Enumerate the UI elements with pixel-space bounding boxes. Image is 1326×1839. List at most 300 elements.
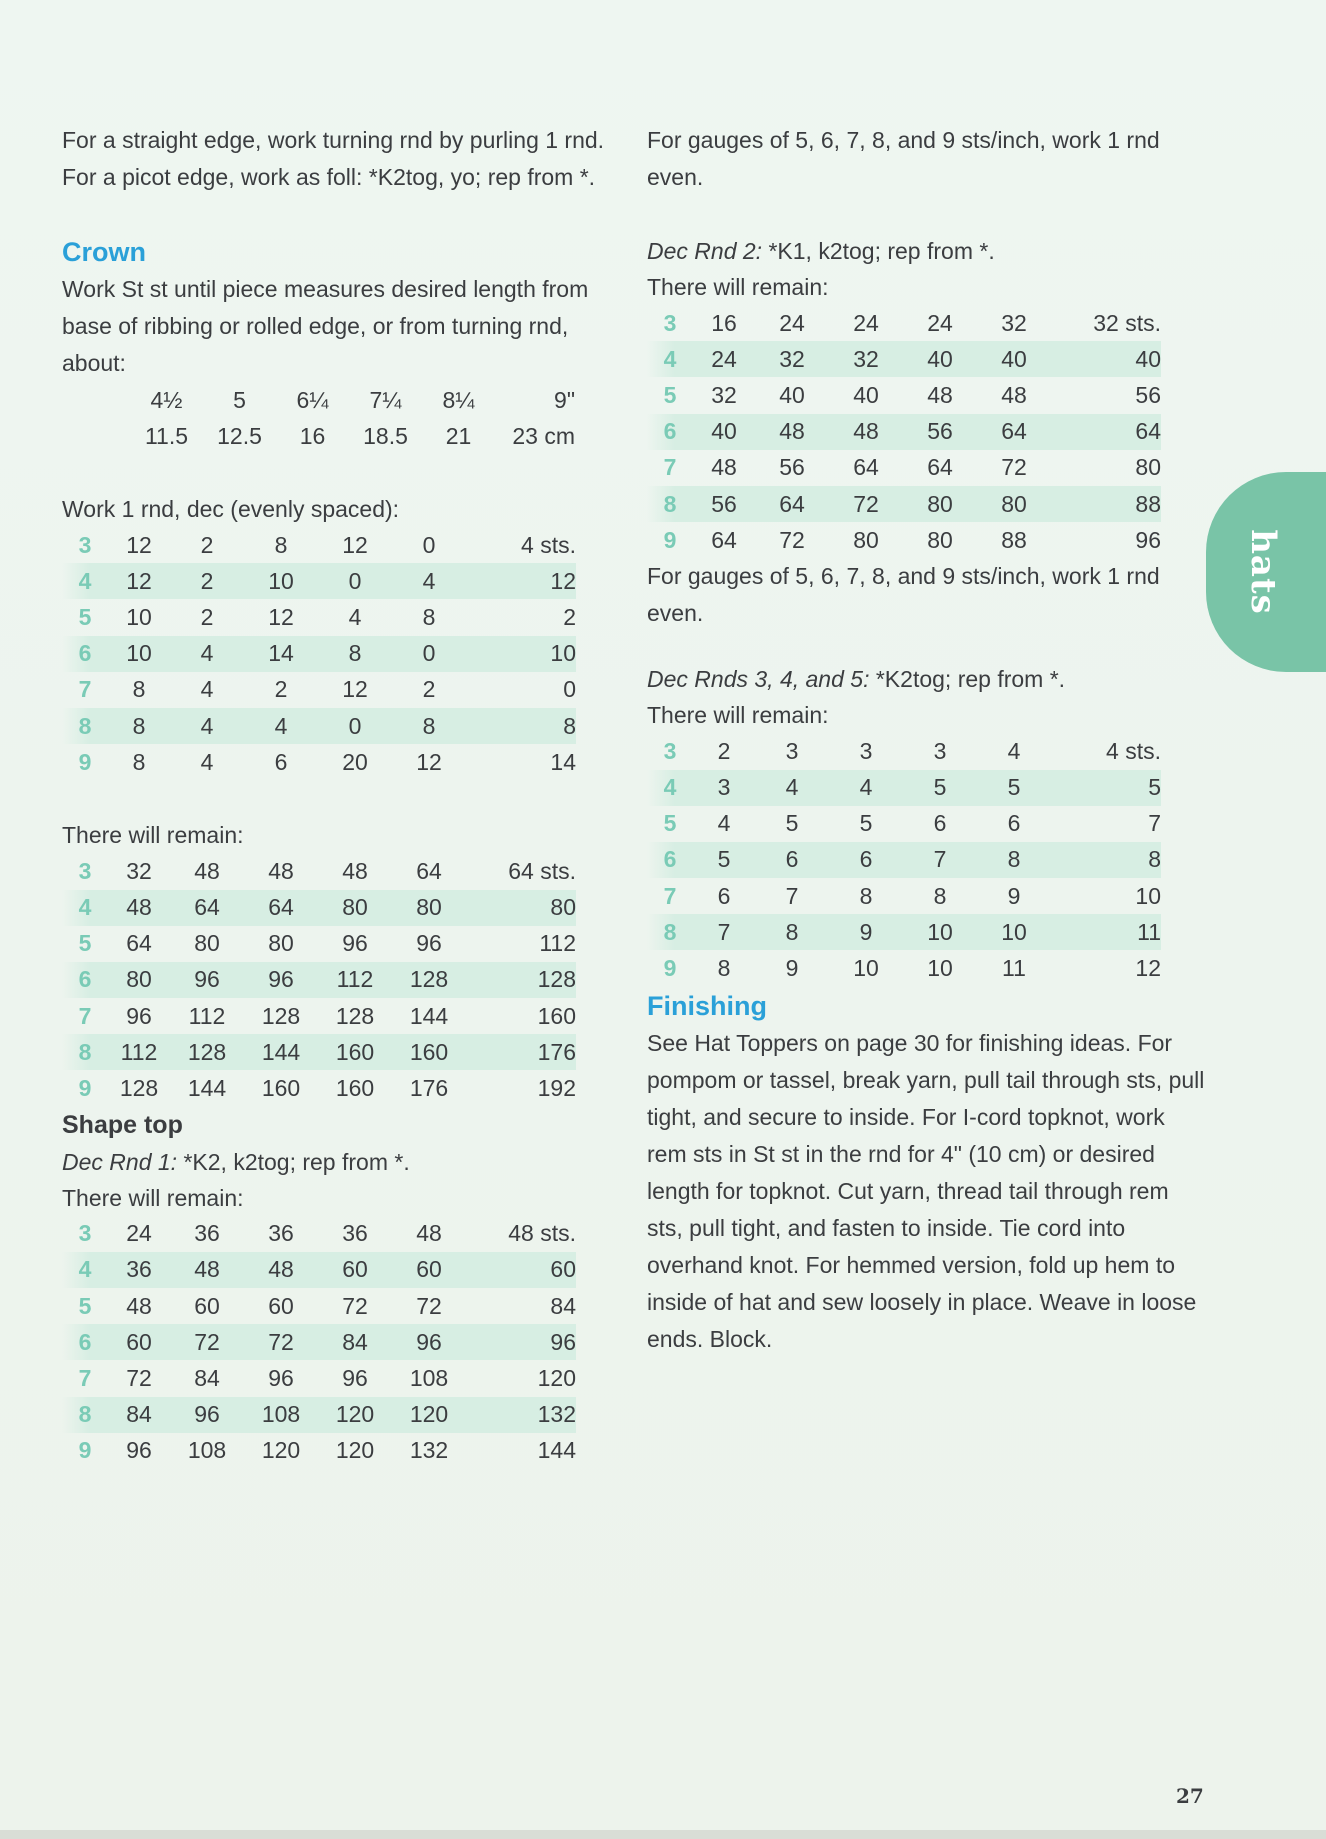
value-cell: 56 [1135,381,1161,408]
table-row [62,744,576,780]
value-cell: 7 [1148,810,1161,837]
size-cell: 21 [445,422,472,449]
gauge-cell: 7 [663,454,677,481]
value-cell: 80 [318,890,392,926]
value-cell: 64 [977,414,1051,450]
dec-rnds-345-label: Dec Rnds 3, 4, and 5: [647,666,870,693]
value-cell: 72 [779,526,805,553]
intro-paragraph: For a straight edge, work turning rnd by purling 1 rnd. For a picot edge, work as foll: *K2tog, yo; rep from *. [62,127,605,190]
value-cell: 5 [977,770,1051,806]
table-row [62,1397,576,1433]
value-cell: 64 [1051,414,1161,450]
value-cell: 8 [859,882,873,909]
value-cell: 96 [342,930,368,957]
value-cell: 32 [829,341,903,377]
value-cell: 0 [318,708,392,744]
value-cell: 120 [318,1397,392,1433]
size-cell: 12.5 [217,422,262,449]
dec-rnds-345-text: *K2tog; rep from *. [869,666,1066,693]
gauge-cell: 3 [663,737,677,764]
value-cell: 7 [693,914,755,950]
table-row [647,414,1161,450]
value-cell: 5 [693,842,755,878]
value-cell: 60 [392,1252,466,1288]
value-cell: 48 [126,1292,152,1319]
gauge-cell: 9 [78,1437,92,1464]
left-column [62,122,612,1469]
crown-paragraph: Work St st until piece measures desired length from base of ribbing or rolled edge, or from turning rnd, about: [62,276,589,376]
gauge-cell: 6 [62,636,108,672]
size-table [130,382,575,454]
value-cell: 12 [342,531,368,558]
dec-table [62,527,576,780]
value-cell: 2 [200,531,214,558]
value-cell: 48 [170,1252,244,1288]
table-row [647,341,1161,377]
value-cell: 9 [829,914,903,950]
value-cell: 10 [927,955,953,982]
value-cell: 72 [126,1364,152,1391]
value-cell: 12 [268,603,294,630]
dec-rnd-1-label: Dec Rnd 1: [62,1148,178,1175]
table-row [62,636,576,672]
value-cell: 4 [170,636,244,672]
value-cell: 56 [693,486,755,522]
table-row [647,806,1161,842]
gauge-cell: 4 [62,890,108,926]
value-cell: 12 [416,748,442,775]
table-row [62,1324,576,1360]
value-cell: 72 [170,1324,244,1360]
value-cell: 24 [126,1220,152,1247]
value-cell: 144 [409,1002,449,1029]
value-cell: 6 [1007,810,1021,837]
value-cell: 4 [829,770,903,806]
value-cell: 40 [853,381,879,408]
value-cell: 3 [785,737,799,764]
table-row [647,450,1161,486]
value-cell: 6 [829,842,903,878]
gauge-cell: 5 [663,810,677,837]
value-cell: 64 sts. [508,857,576,884]
value-cell: 72 [342,1292,368,1319]
value-cell: 64 [711,526,737,553]
gauge-cell: 9 [663,955,677,982]
value-cell: 10 [126,603,152,630]
value-cell: 4 [200,676,214,703]
value-cell: 4 [717,810,731,837]
value-cell: 7 [903,842,977,878]
size-cell: 16 [299,422,326,449]
value-cell: 88 [1051,486,1161,522]
value-cell: 0 [318,563,392,599]
value-cell: 64 [126,930,152,957]
value-cell: 36 [108,1252,170,1288]
value-cell: 40 [779,381,805,408]
value-cell: 32 sts. [1093,309,1161,336]
value-cell: 8 [1051,842,1161,878]
value-cell: 2 [563,603,576,630]
table-row [62,599,576,635]
section-tab-label: hats [1242,529,1283,615]
gauge-cell: 4 [62,563,108,599]
value-cell: 8 [422,603,436,630]
value-cell: 96 [244,962,318,998]
value-cell: 20 [342,748,368,775]
size-cell: 11.5 [144,422,189,449]
size-row-inches [130,382,575,418]
value-cell: 128 [466,962,576,998]
gauge-cell: 7 [78,676,92,703]
value-cell: 120 [261,1437,301,1464]
gauge-cell: 8 [62,1034,108,1070]
value-cell: 112 [318,962,392,998]
value-cell: 40 [977,341,1051,377]
value-cell: 48 [927,381,953,408]
gauge-note-1: For gauges of 5, 6, 7, 8, and 9 sts/inch, work 1 rnd even. [647,127,1160,190]
gauge-cell: 6 [62,1324,108,1360]
value-cell: 144 [187,1075,227,1102]
value-cell: 11 [1051,914,1161,950]
value-cell: 6 [274,748,288,775]
value-cell: 96 [466,1324,576,1360]
gauge-cell: 7 [78,1364,92,1391]
gauge-cell: 6 [647,842,693,878]
value-cell: 10 [903,914,977,950]
value-cell: 7 [785,882,799,909]
gauge-cell: 3 [663,309,677,336]
table-row [647,305,1161,341]
gauge-cell: 3 [78,531,92,558]
value-cell: 84 [108,1397,170,1433]
value-cell: 56 [779,454,805,481]
value-cell: 0 [422,531,436,558]
gauge-cell: 8 [62,708,108,744]
table-row [62,563,576,599]
size-cell: 9" [554,386,575,413]
value-cell: 84 [194,1364,220,1391]
table-row [62,890,576,926]
value-cell: 64 [416,857,442,884]
value-cell: 8 [132,748,146,775]
value-cell: 8 [108,708,170,744]
value-cell: 40 [903,341,977,377]
value-cell: 5 [785,810,799,837]
value-cell: 96 [268,1364,294,1391]
value-cell: 108 [244,1397,318,1433]
value-cell: 160 [261,1075,301,1102]
value-cell: 0 [392,636,466,672]
value-cell: 80 [977,486,1051,522]
table-row [647,950,1161,986]
value-cell: 96 [170,1397,244,1433]
value-cell: 40 [1051,341,1161,377]
value-cell: 128 [170,1034,244,1070]
value-cell: 14 [244,636,318,672]
shape-top-heading: Shape top [62,1110,183,1139]
value-cell: 48 [244,1252,318,1288]
value-cell: 32 [711,381,737,408]
dec-rnd-2-line [647,233,1207,269]
value-cell: 24 [927,309,953,336]
value-cell: 36 [194,1220,220,1247]
value-cell: 6 [717,882,731,909]
value-cell: 8 [933,882,947,909]
dec-rnd-1-text: *K2, k2tog; rep from *. [177,1148,410,1175]
table-row [647,842,1161,878]
value-cell: 32 [755,341,829,377]
table-row [647,878,1161,914]
value-cell: 80 [194,930,220,957]
gauge-cell: 5 [663,381,677,408]
value-cell: 3 [859,737,873,764]
size-cell: 18.5 [363,422,408,449]
value-cell: 4 [755,770,829,806]
value-cell: 6 [755,842,829,878]
remain-table-dec345 [647,733,1161,986]
remain-label: There will remain: [647,274,829,300]
value-cell: 12 [108,563,170,599]
value-cell: 80 [268,930,294,957]
value-cell: 48 sts. [508,1220,576,1247]
value-cell: 48 [268,857,294,884]
value-cell: 48 [342,857,368,884]
remain-label: There will remain: [62,1184,244,1211]
value-cell: 64 [755,486,829,522]
table-row [647,914,1161,950]
value-cell: 4 sts. [1106,737,1161,764]
size-cell: 6¼ [296,386,329,413]
value-cell: 56 [903,414,977,450]
gauge-cell: 9 [663,526,677,553]
value-cell: 4 [200,748,214,775]
value-cell: 84 [318,1324,392,1360]
remain-table-crown [62,853,576,1106]
gauge-cell: 6 [62,962,108,998]
value-cell: 48 [829,414,903,450]
gauge-cell: 4 [62,1252,108,1288]
value-cell: 176 [409,1075,449,1102]
size-row-cm [130,418,575,454]
value-cell: 6 [933,810,947,837]
table-row [62,853,576,889]
value-cell: 80 [1135,454,1161,481]
value-cell: 8 [466,708,576,744]
value-cell: 72 [1001,454,1027,481]
value-cell: 120 [537,1364,576,1391]
value-cell: 80 [853,526,879,553]
finishing-paragraph: See Hat Toppers on page 30 for finishing ideas. For pompom or tassel, break yarn, pull tail through sts, pull tight, and secure to inside. For I-cord topknot, work rem sts in St st in the rnd for 4" (10 cm) or desired length for topknot. Cut yarn, thread tail through rem sts, pull tight, and fasten to inside. Tie cord into overhand knot. For hemmed version, fold up hem to inside of hat and sew loosely in place. Weave in loose ends. Block. [647,1029,1205,1352]
value-cell: 84 [550,1292,576,1319]
value-cell: 132 [409,1437,449,1464]
dec-rnds-345-line [647,661,1207,697]
table-row [62,1360,576,1396]
dec-rnd-2-label: Dec Rnd 2: [647,238,763,264]
value-cell: 192 [537,1075,576,1102]
value-cell: 12 [126,531,152,558]
gauge-cell: 8 [62,1397,108,1433]
value-cell: 96 [126,1437,152,1464]
right-column [647,122,1207,1358]
value-cell: 176 [466,1034,576,1070]
value-cell: 96 [416,930,442,957]
table-row [62,998,576,1034]
gauge-cell: 5 [78,1292,92,1319]
table-row [647,522,1161,558]
value-cell: 4 [348,603,362,630]
value-cell: 8 [132,676,146,703]
value-cell: 48 [194,857,220,884]
table-row [62,1288,576,1324]
value-cell: 108 [187,1437,227,1464]
value-cell: 10 [977,914,1051,950]
size-cell: 8¼ [442,386,475,413]
dec-label: Work 1 rnd, dec (evenly spaced): [62,496,400,522]
finishing-heading: Finishing [647,990,767,1021]
table-row [647,770,1161,806]
value-cell: 60 [108,1324,170,1360]
value-cell: 11 [1002,955,1026,982]
value-cell: 8 [274,531,288,558]
value-cell: 10 [108,636,170,672]
value-cell: 144 [244,1034,318,1070]
value-cell: 4 sts. [521,531,576,558]
value-cell: 96 [392,1324,466,1360]
value-cell: 8 [755,914,829,950]
value-cell: 12 [342,676,368,703]
value-cell: 2 [200,603,214,630]
value-cell: 40 [693,414,755,450]
value-cell: 24 [853,309,879,336]
gauge-cell: 3 [78,1220,92,1247]
value-cell: 24 [693,341,755,377]
value-cell: 48 [1001,381,1027,408]
table-row [62,708,576,744]
gauge-cell: 3 [78,857,92,884]
value-cell: 10 [466,636,576,672]
value-cell: 72 [416,1292,442,1319]
value-cell: 36 [342,1220,368,1247]
value-cell: 12 [1135,955,1161,982]
value-cell: 96 [342,1364,368,1391]
table-row [62,1216,576,1252]
value-cell: 5 [903,770,977,806]
value-cell: 9 [1007,882,1021,909]
table-row [62,1252,576,1288]
gauge-cell: 7 [78,1002,92,1029]
value-cell: 3 [933,737,947,764]
value-cell: 2 [274,676,288,703]
remain-label: There will remain: [647,702,829,729]
value-cell: 60 [466,1252,576,1288]
size-cell: 7¼ [369,386,402,413]
value-cell: 8 [977,842,1051,878]
dec-rnd-2-text: *K1, k2tog; rep from *. [762,238,995,264]
gauge-cell: 4 [647,770,693,806]
value-cell: 80 [392,890,466,926]
gauge-cell: 9 [78,748,92,775]
value-cell: 48 [108,890,170,926]
value-cell: 10 [244,563,318,599]
value-cell: 8 [717,955,731,982]
value-cell: 60 [268,1292,294,1319]
value-cell: 80 [927,526,953,553]
value-cell: 72 [244,1324,318,1360]
value-cell: 32 [1001,309,1027,336]
gauge-cell: 7 [663,882,677,909]
value-cell: 112 [108,1034,170,1070]
table-row [62,527,576,563]
value-cell: 4 [170,708,244,744]
value-cell: 10 [1135,882,1161,909]
value-cell: 2 [170,563,244,599]
gauge-note-2: For gauges of 5, 6, 7, 8, and 9 sts/inch, work 1 rnd even. [647,563,1160,627]
value-cell: 5 [859,810,873,837]
value-cell: 48 [755,414,829,450]
table-row [62,1070,576,1106]
remain-table-dec1 [62,1216,576,1469]
size-cell: 5 [233,386,246,413]
value-cell: 132 [466,1397,576,1433]
value-cell: 4 [392,563,466,599]
table-row [62,672,576,708]
value-cell: 128 [392,962,466,998]
gauge-cell: 5 [78,603,92,630]
value-cell: 64 [853,454,879,481]
remain-label: There will remain: [62,822,244,849]
value-cell: 128 [335,1002,375,1029]
value-cell: 96 [1135,526,1161,553]
value-cell: 80 [108,962,170,998]
value-cell: 160 [318,1034,392,1070]
gauge-cell: 8 [647,486,693,522]
value-cell: 88 [1001,526,1027,553]
value-cell: 160 [335,1075,375,1102]
value-cell: 96 [170,962,244,998]
table-row [62,1433,576,1469]
table-row [647,733,1161,769]
value-cell: 14 [550,748,576,775]
value-cell: 5 [1051,770,1161,806]
value-cell: 128 [261,1002,301,1029]
value-cell: 64 [170,890,244,926]
value-cell: 0 [563,676,576,703]
value-cell: 120 [392,1397,466,1433]
table-row [62,1034,576,1070]
value-cell: 24 [779,309,805,336]
gauge-cell: 5 [78,930,92,957]
page-number: 27 [1176,1784,1204,1808]
value-cell: 48 [416,1220,442,1247]
value-cell: 10 [853,955,879,982]
value-cell: 144 [537,1437,576,1464]
value-cell: 96 [126,1002,152,1029]
value-cell: 4 [1007,737,1021,764]
value-cell: 128 [119,1075,159,1102]
value-cell: 2 [717,737,731,764]
table-row [62,962,576,998]
value-cell: 160 [537,1002,576,1029]
value-cell: 80 [466,890,576,926]
value-cell: 12 [466,563,576,599]
size-cell: 23 cm [512,422,575,449]
gauge-cell: 9 [78,1075,92,1102]
value-cell: 4 [244,708,318,744]
size-cell: 4½ [150,386,183,413]
value-cell: 112 [539,930,576,957]
remain-table-dec2 [647,305,1161,558]
value-cell: 16 [711,309,737,336]
